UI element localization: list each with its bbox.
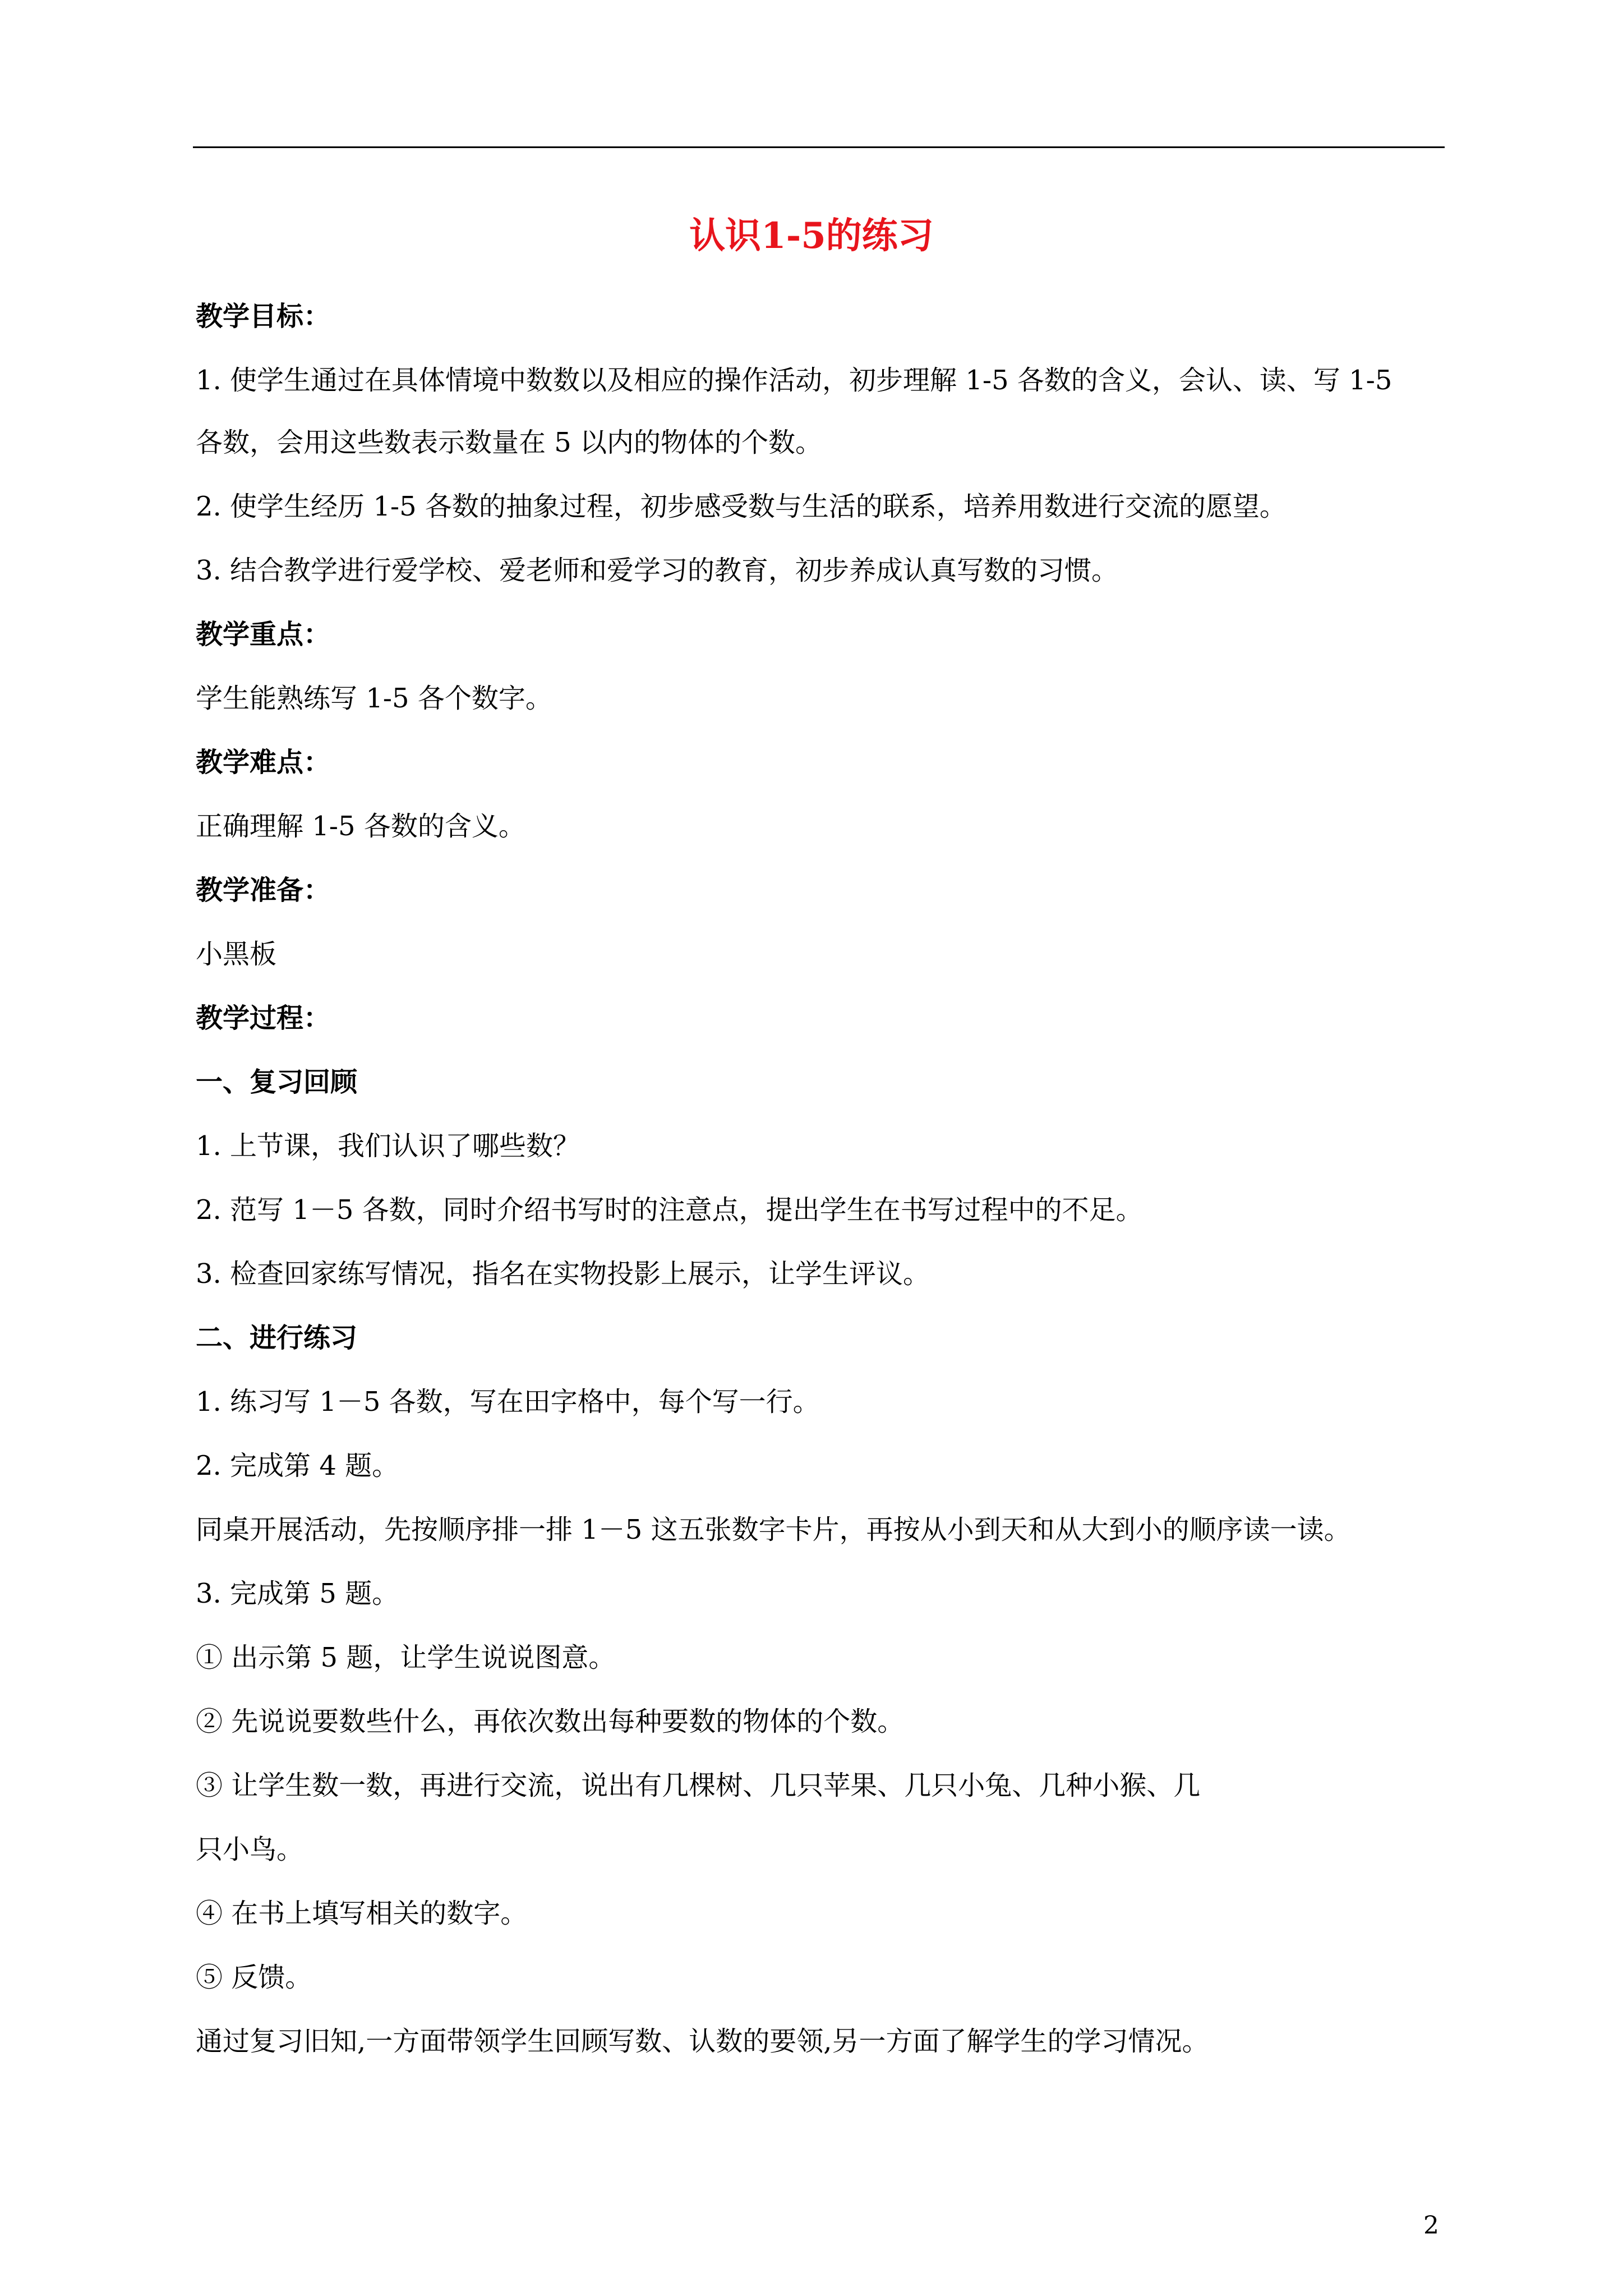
step-2: ② 先说说要数些什么，再依次数出每种要数的物体的个数。 xyxy=(196,1706,905,1737)
step-5: ⑤ 反馈。 xyxy=(196,1962,312,1993)
heading-preparation: 教学准备： xyxy=(196,875,331,906)
step-4: ④ 在书上填写相关的数字。 xyxy=(196,1898,528,1929)
difficulties-text: 正确理解 1-5 各数的含义。 xyxy=(196,811,525,842)
practice-item-1: 1. 练习写 1－5 各数，写在田字格中，每个写一行。 xyxy=(196,1386,820,1418)
page-number: 2 xyxy=(1423,2211,1439,2240)
section-review-heading: 一、复习回顾 xyxy=(196,1066,358,1098)
header-rule xyxy=(193,146,1445,148)
review-item-2: 2. 范写 1－5 各数，同时介绍书写时的注意点，提出学生在书写过程中的不足。 xyxy=(196,1194,1143,1226)
practice-item-3: 3. 完成第 5 题。 xyxy=(196,1578,399,1609)
step-3-line-1: ③ 让学生数一数，再进行交流，说出有几棵树、几只苹果、几只小兔、几种小猴、几 xyxy=(196,1770,1201,1801)
review-item-3: 3. 检查回家练写情况，指名在实物投影上展示，让学生评议。 xyxy=(196,1258,930,1290)
heading-difficulties: 教学难点： xyxy=(196,747,331,778)
document-title: 认识1-5的练习 xyxy=(689,215,934,257)
section-practice-heading: 二、进行练习 xyxy=(196,1322,358,1354)
summary-text: 通过复习旧知,一方面带领学生回顾写数、认数的要领,另一方面了解学生的学习情况。 xyxy=(196,2026,1209,2057)
goal-2: 2. 使学生经历 1-5 各数的抽象过程，初步感受数与生活的联系，培养用数进行交流的愿望。 xyxy=(196,491,1287,522)
goal-1-line-2: 各数，会用这些数表示数量在 5 以内的物体的个数。 xyxy=(196,427,823,458)
step-1: ① 出示第 5 题，让学生说说图意。 xyxy=(196,1642,616,1673)
goal-3: 3. 结合教学进行爱学校、爱老师和爱学习的教育，初步养成认真写数的习惯。 xyxy=(196,555,1119,586)
heading-key-points: 教学重点： xyxy=(196,619,331,650)
practice-item-2-detail: 同桌开展活动，先按顺序排一排 1－5 这五张数字卡片，再按从小到天和从大到小的顺序读一读。 xyxy=(196,1514,1351,1545)
review-item-1: 1. 上节课，我们认识了哪些数？ xyxy=(196,1130,580,1162)
step-3-line-2: 只小鸟。 xyxy=(196,1834,304,1865)
practice-item-2: 2. 完成第 4 题。 xyxy=(196,1450,399,1481)
preparation-text: 小黑板 xyxy=(196,938,277,970)
heading-teaching-goals: 教学目标： xyxy=(196,301,331,332)
key-points-text: 学生能熟练写 1-5 各个数字。 xyxy=(196,683,552,714)
heading-process: 教学过程： xyxy=(196,1002,331,1034)
goal-1-line-1: 1. 使学生通过在具体情境中数数以及相应的操作活动，初步理解 1-5 各数的含义，会认、读、写 1-5 xyxy=(196,365,1393,396)
